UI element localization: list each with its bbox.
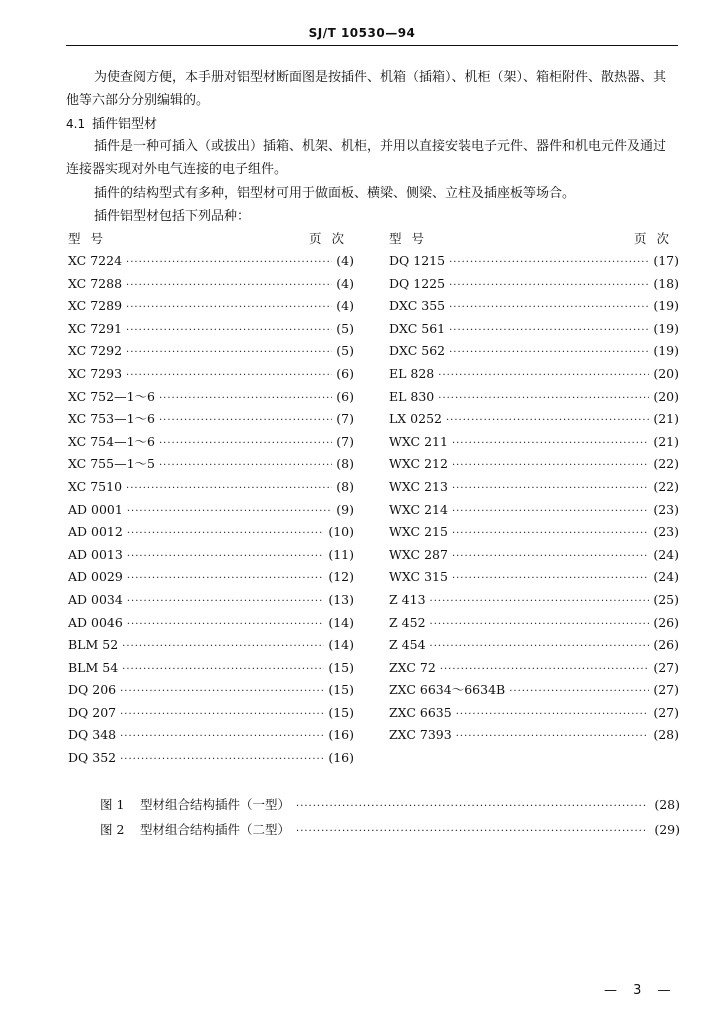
dot-leader bbox=[122, 659, 324, 682]
list-item bbox=[389, 295, 679, 318]
dot-leader bbox=[120, 726, 324, 749]
dot-leader bbox=[122, 636, 324, 659]
list-item bbox=[68, 657, 354, 680]
list-item bbox=[68, 273, 354, 296]
intro-text: 为使查阅方便，本手册对铝型材断面图是按插件、机箱（插箱）、机柜（架）、箱柜附件、散热器、其他等六部分分别编辑的。 bbox=[66, 70, 667, 108]
model-name: XC 752—1～6 bbox=[68, 388, 155, 404]
page-ref: (22) bbox=[653, 478, 679, 494]
dot-leader bbox=[509, 681, 649, 704]
list-item bbox=[389, 363, 679, 386]
page-ref: (7) bbox=[336, 433, 354, 449]
model-name: WXC 215 bbox=[389, 524, 448, 540]
figure-number: 图 2 bbox=[100, 822, 125, 837]
list-item bbox=[389, 634, 679, 657]
model-name: BLM 52 bbox=[68, 637, 119, 653]
model-name: WXC 315 bbox=[389, 569, 448, 585]
list-item bbox=[68, 386, 354, 409]
page-ref: (4) bbox=[336, 298, 354, 314]
list-item bbox=[389, 566, 679, 589]
model-name: AD 0029 bbox=[68, 569, 123, 585]
dot-leader bbox=[127, 614, 324, 637]
dot-leader bbox=[452, 501, 649, 524]
list-item bbox=[68, 295, 354, 318]
model-name: ZXC 6634～6634B bbox=[389, 682, 506, 698]
page-ref: (19) bbox=[653, 298, 679, 314]
model-name: XC 753—1～6 bbox=[68, 411, 155, 427]
page-number: — 3 — bbox=[604, 983, 677, 998]
paragraph-2 bbox=[66, 182, 678, 205]
list-item bbox=[389, 273, 679, 296]
page-ref: (9) bbox=[336, 501, 354, 517]
dot-leader bbox=[452, 478, 649, 501]
dot-leader bbox=[159, 410, 332, 433]
model-name: WXC 212 bbox=[389, 456, 448, 472]
paragraph-1 bbox=[66, 135, 678, 181]
page-ref: (4) bbox=[336, 275, 354, 291]
list-item bbox=[389, 702, 679, 725]
page-ref: (26) bbox=[653, 614, 679, 630]
figure-title: 型材组合结构插件（一型） bbox=[140, 797, 291, 812]
page-ref: (23) bbox=[653, 524, 679, 540]
model-name: WXC 211 bbox=[389, 433, 448, 449]
page-ref: (20) bbox=[653, 365, 679, 381]
model-name: Z 454 bbox=[389, 637, 426, 653]
page-ref: (14) bbox=[328, 637, 354, 653]
dot-leader bbox=[452, 546, 649, 569]
dot-leader bbox=[296, 794, 648, 819]
left-list-header bbox=[68, 227, 354, 250]
model-name: AD 0001 bbox=[68, 501, 123, 517]
page-ref: (15) bbox=[328, 704, 354, 720]
page-ref: (28) bbox=[654, 797, 680, 812]
page-ref: (24) bbox=[653, 569, 679, 585]
list-item bbox=[68, 612, 354, 635]
model-name: WXC 213 bbox=[389, 478, 448, 494]
page-ref: (12) bbox=[328, 569, 354, 585]
list-item bbox=[389, 679, 679, 702]
list-item bbox=[68, 679, 354, 702]
dot-leader bbox=[126, 478, 332, 501]
dot-leader bbox=[159, 455, 332, 478]
model-column-header: 型号 bbox=[389, 231, 435, 246]
model-name: AD 0012 bbox=[68, 524, 123, 540]
list-item bbox=[68, 634, 354, 657]
list-item bbox=[68, 589, 354, 612]
model-name: XC 7293 bbox=[68, 365, 123, 381]
model-name: BLM 54 bbox=[68, 659, 119, 675]
dot-leader bbox=[126, 320, 332, 343]
page-ref: (20) bbox=[653, 388, 679, 404]
list-item bbox=[68, 476, 354, 499]
dot-leader bbox=[120, 704, 324, 727]
model-name: XC 7292 bbox=[68, 343, 123, 359]
page-ref: (16) bbox=[328, 750, 354, 766]
page-ref: (18) bbox=[653, 275, 679, 291]
dot-leader bbox=[452, 455, 649, 478]
list-item bbox=[389, 657, 679, 680]
page-ref: (10) bbox=[328, 524, 354, 540]
dot-leader bbox=[449, 275, 649, 298]
dot-leader bbox=[452, 568, 649, 591]
model-name: EL 830 bbox=[389, 388, 435, 404]
dot-leader bbox=[127, 591, 324, 614]
model-name: DQ 207 bbox=[68, 704, 117, 720]
list-item bbox=[68, 521, 354, 544]
page-ref: (5) bbox=[336, 320, 354, 336]
figure-number: 图 1 bbox=[100, 797, 125, 812]
list-item bbox=[68, 544, 354, 567]
page-ref: (15) bbox=[328, 659, 354, 675]
dot-leader bbox=[126, 275, 332, 298]
model-column-header: 型号 bbox=[68, 231, 114, 246]
page-ref: (27) bbox=[653, 682, 679, 698]
list-item bbox=[68, 499, 354, 522]
dot-leader bbox=[446, 410, 649, 433]
figure-title: 型材组合结构插件（二型） bbox=[140, 822, 291, 837]
dot-leader bbox=[296, 819, 648, 844]
dot-leader bbox=[449, 297, 649, 320]
page-ref: (14) bbox=[328, 614, 354, 630]
model-name: EL 828 bbox=[389, 365, 435, 381]
list-item bbox=[389, 453, 679, 476]
list-item bbox=[68, 363, 354, 386]
model-name: DXC 562 bbox=[389, 343, 446, 359]
dot-leader bbox=[120, 681, 324, 704]
dot-leader bbox=[430, 614, 650, 637]
model-name: ZXC 6635 bbox=[389, 704, 452, 720]
dot-leader bbox=[430, 636, 650, 659]
right-list-header bbox=[389, 227, 679, 250]
list-item bbox=[68, 408, 354, 431]
dot-leader bbox=[127, 568, 324, 591]
page-ref: (23) bbox=[653, 501, 679, 517]
list-item bbox=[389, 431, 679, 454]
page-ref: (6) bbox=[336, 365, 354, 381]
paragraph-1-text: 插件是一种可插入（或拔出）插箱、机架、机柜，并用以直接安装电子元件、器件和机电元件及通过连接器实现对外电气连接的电子组件。 bbox=[66, 139, 667, 177]
model-name: XC 7291 bbox=[68, 320, 123, 336]
list-item bbox=[389, 499, 679, 522]
dot-leader bbox=[440, 659, 650, 682]
dot-leader bbox=[430, 591, 650, 614]
dot-leader bbox=[120, 749, 324, 772]
model-name: WXC 287 bbox=[389, 546, 448, 562]
model-name: DQ 1225 bbox=[389, 275, 446, 291]
model-name: DQ 348 bbox=[68, 727, 117, 743]
dot-leader bbox=[127, 523, 324, 546]
list-item bbox=[389, 521, 679, 544]
figure-entry bbox=[100, 792, 680, 817]
section-number: 4.1 bbox=[66, 117, 86, 131]
model-name: LX 0252 bbox=[389, 411, 442, 427]
page-ref: (13) bbox=[328, 591, 354, 607]
dot-leader bbox=[438, 388, 649, 411]
list-item bbox=[389, 250, 679, 273]
page-ref: (16) bbox=[328, 727, 354, 743]
page-column-header: 页次 bbox=[308, 231, 354, 246]
list-item bbox=[389, 408, 679, 431]
model-name: XC 755—1～5 bbox=[68, 456, 155, 472]
page-ref: (24) bbox=[653, 546, 679, 562]
page-ref: (11) bbox=[328, 546, 354, 562]
page-ref: (5) bbox=[336, 343, 354, 359]
model-name: XC 7510 bbox=[68, 478, 123, 494]
left-model-list bbox=[68, 227, 354, 770]
page-ref: (26) bbox=[653, 637, 679, 653]
section-title: 插件铝型材 bbox=[92, 117, 158, 132]
list-item bbox=[68, 318, 354, 341]
page-ref: (6) bbox=[336, 388, 354, 404]
page-ref: (8) bbox=[336, 456, 354, 472]
dot-leader bbox=[456, 704, 650, 727]
page-ref: (29) bbox=[654, 822, 680, 837]
dot-leader bbox=[126, 342, 332, 365]
list-item bbox=[389, 612, 679, 635]
model-name: AD 0013 bbox=[68, 546, 123, 562]
model-name: DQ 1215 bbox=[389, 253, 446, 268]
page-column-header: 页次 bbox=[633, 231, 679, 246]
page-ref: (4) bbox=[336, 253, 354, 268]
dot-leader bbox=[159, 388, 332, 411]
document-code: SJ/T 10530—94 bbox=[308, 26, 416, 40]
list-item bbox=[389, 476, 679, 499]
figure-list bbox=[100, 792, 680, 842]
list-item bbox=[389, 318, 679, 341]
page-ref: (25) bbox=[653, 591, 679, 607]
page-ref: (17) bbox=[653, 253, 679, 268]
dot-leader bbox=[449, 252, 649, 275]
model-name: AD 0046 bbox=[68, 614, 123, 630]
page-ref: (19) bbox=[653, 320, 679, 336]
model-name: Z 452 bbox=[389, 614, 426, 630]
list-item bbox=[389, 724, 679, 747]
page-ref: (15) bbox=[328, 682, 354, 698]
list-item bbox=[389, 544, 679, 567]
page-ref: (28) bbox=[653, 727, 679, 743]
list-item bbox=[389, 589, 679, 612]
model-name: XC 7224 bbox=[68, 253, 123, 268]
dot-leader bbox=[126, 252, 332, 275]
list-item bbox=[68, 747, 354, 770]
page-ref: (21) bbox=[653, 433, 679, 449]
right-model-list bbox=[389, 227, 679, 747]
list-item bbox=[68, 340, 354, 363]
dot-leader bbox=[438, 365, 649, 388]
model-name: AD 0034 bbox=[68, 591, 123, 607]
model-name: XC 7289 bbox=[68, 298, 123, 314]
list-item bbox=[68, 702, 354, 725]
paragraph-3-text: 插件铝型材包括下列品种： bbox=[94, 209, 251, 224]
page-ref: (8) bbox=[336, 478, 354, 494]
intro-paragraph bbox=[66, 66, 678, 112]
dot-leader bbox=[126, 365, 332, 388]
dot-leader bbox=[127, 546, 324, 569]
model-name: DXC 355 bbox=[389, 298, 446, 314]
list-item bbox=[68, 453, 354, 476]
model-name: ZXC 72 bbox=[389, 659, 436, 675]
model-name: DQ 352 bbox=[68, 750, 117, 766]
dot-leader bbox=[452, 433, 649, 456]
paragraph-3 bbox=[66, 205, 678, 228]
model-name: DXC 561 bbox=[389, 320, 446, 336]
page-ref: (22) bbox=[653, 456, 679, 472]
dot-leader bbox=[456, 726, 650, 749]
page-ref: (7) bbox=[336, 411, 354, 427]
model-name: WXC 214 bbox=[389, 501, 448, 517]
paragraph-2-text: 插件的结构型式有多种，铝型材可用于做面板、横梁、侧梁、立柱及插座板等场合。 bbox=[94, 186, 576, 201]
dot-leader bbox=[449, 342, 649, 365]
figure-entry bbox=[100, 817, 680, 842]
dot-leader bbox=[159, 433, 332, 456]
model-name: XC 754—1～6 bbox=[68, 433, 155, 449]
dot-leader bbox=[452, 523, 649, 546]
page-ref: (27) bbox=[653, 659, 679, 675]
section-heading bbox=[66, 113, 157, 136]
page-ref: (19) bbox=[653, 343, 679, 359]
model-name: XC 7288 bbox=[68, 275, 123, 291]
list-item bbox=[68, 566, 354, 589]
dot-leader bbox=[126, 297, 332, 320]
model-name: DQ 206 bbox=[68, 682, 117, 698]
list-item bbox=[389, 386, 679, 409]
page-ref: (21) bbox=[653, 411, 679, 427]
list-item bbox=[389, 340, 679, 363]
list-item bbox=[68, 724, 354, 747]
model-name: Z 413 bbox=[389, 591, 426, 607]
list-item bbox=[68, 431, 354, 454]
model-name: ZXC 7393 bbox=[389, 727, 452, 743]
dot-leader bbox=[127, 501, 332, 524]
dot-leader bbox=[449, 320, 649, 343]
header-rule bbox=[66, 45, 678, 46]
list-item bbox=[68, 250, 354, 273]
page-ref: (27) bbox=[653, 704, 679, 720]
